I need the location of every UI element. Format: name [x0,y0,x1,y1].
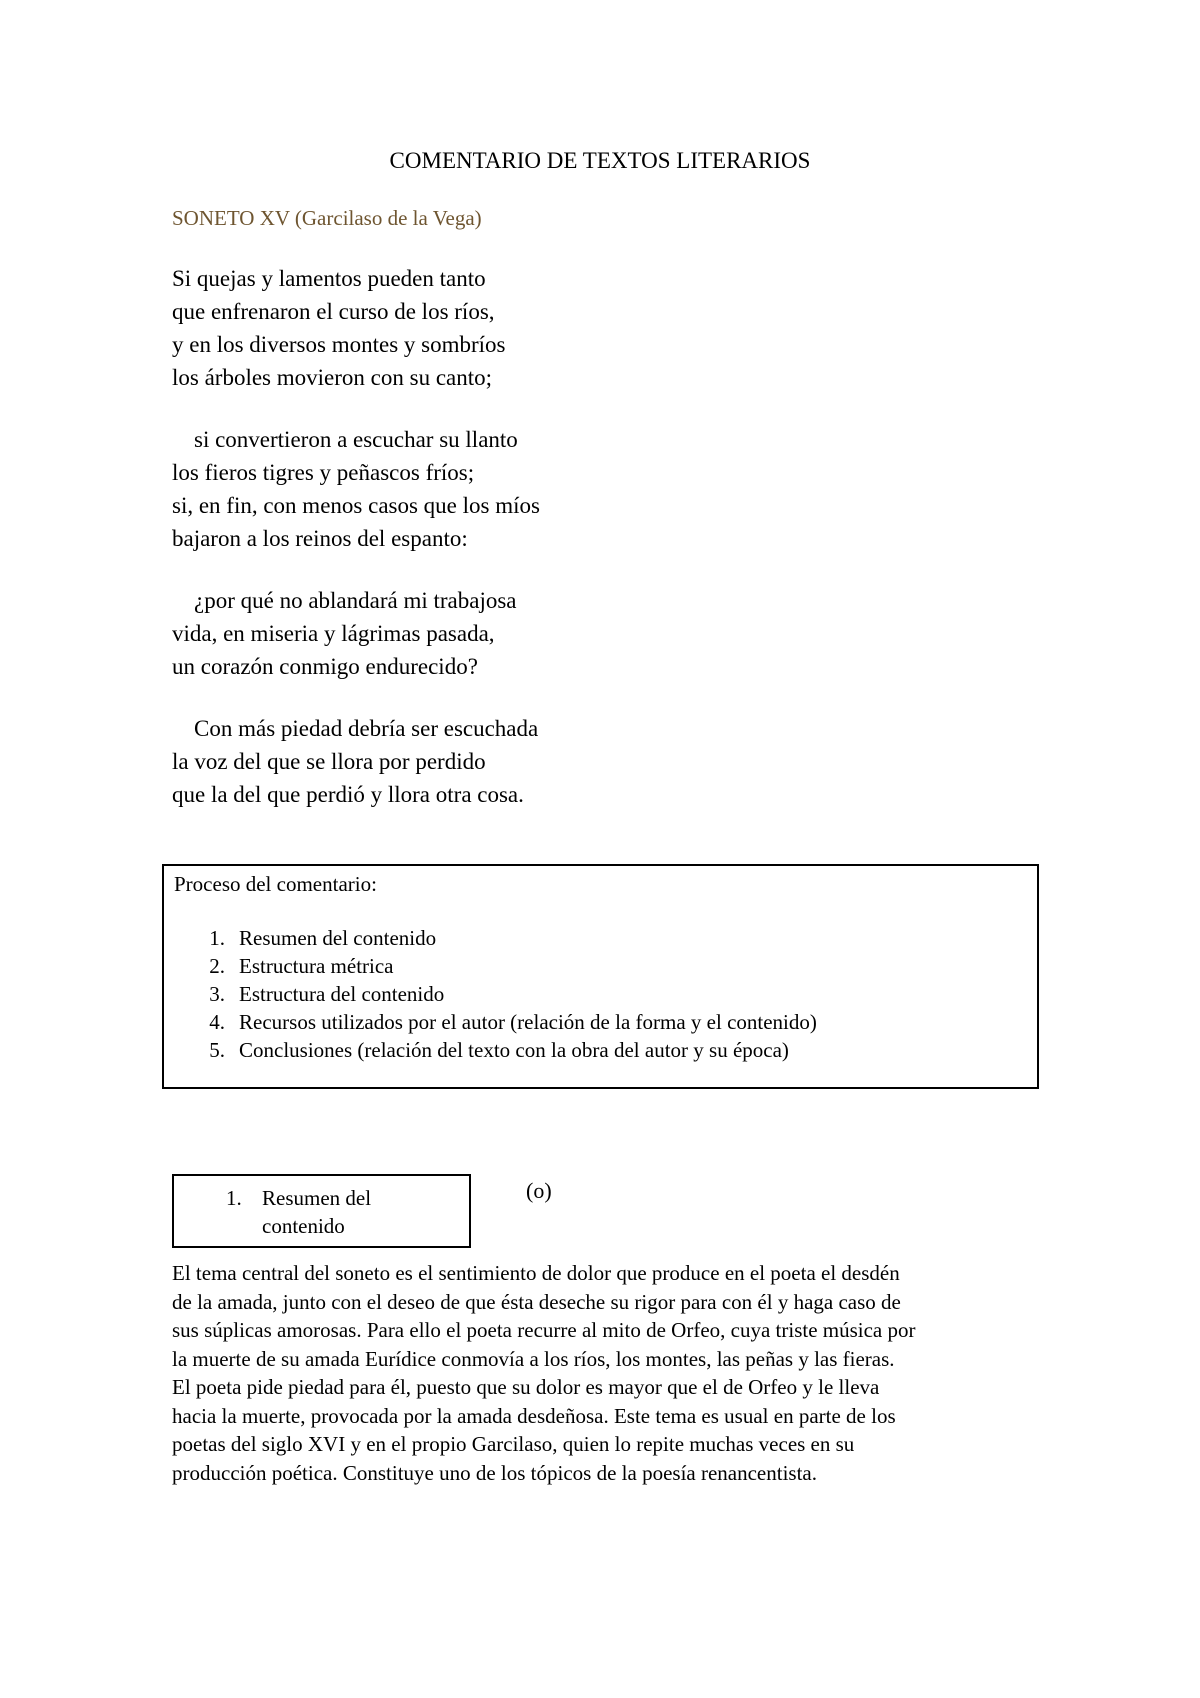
list-item-number: 1. [209,926,225,950]
list-item-text: Conclusiones (relación del texto con la obra del autor y su época) [239,1038,789,1062]
list-item-number: 2. [209,954,225,978]
section-heading-box [172,1174,471,1248]
section-number: 1. [226,1186,242,1210]
summary-line: poetas del siglo XVI y en el propio Garcilaso, quien lo repite muchas veces en su [172,1432,855,1456]
process-title: Proceso del comentario: [174,872,377,896]
verse: un corazón conmigo endurecido? [172,654,478,679]
list-item-number: 4. [209,1010,225,1034]
verse: vida, en miseria y lágrimas pasada, [172,621,495,646]
list-item-number: 5. [209,1038,225,1062]
verse: bajaron a los reinos del espanto: [172,526,468,551]
summary-line: la muerte de su amada Eurídice conmovía a los ríos, los montes, las peñas y las fieras. [172,1346,895,1371]
poem [172,262,540,840]
page-title: COMENTARIO DE TEXTOS LITERARIOS [389,148,811,173]
stanza-3 [172,584,540,683]
verse: que la del que perdió y llora otra cosa. [172,782,524,807]
list-item [174,1036,817,1064]
verse: Con más piedad debría ser escuchada [194,716,539,741]
summary-line: producción poética. Constituye uno de los tópicos de la poesía renancentista. [172,1460,817,1485]
process-box [162,864,1039,1089]
verse: Si quejas y lamentos pueden tanto [172,266,486,291]
stanza-2 [172,423,540,555]
verse: los fieros tigres y peñascos fríos; [172,460,475,485]
verse: los árboles movieron con su canto; [172,365,493,390]
section-marker: (o) [526,1178,552,1203]
process-list [174,924,817,1064]
list-item-text: Estructura métrica [239,954,394,978]
summary-line: El tema central del soneto es el sentimiento de dolor que produce en el poeta el desdén [172,1261,900,1285]
poem-heading: SONETO XV (Garcilaso de la Vega) [172,206,482,230]
list-item-text: Resumen del contenido [239,926,437,950]
verse: ¿por qué no ablandará mi trabajosa [194,588,517,613]
summary-line: El poeta pide piedad para él, puesto que su dolor es mayor que el de Orfeo y le lleva [172,1375,880,1399]
verse: y en los diversos montes y sombríos [172,332,506,357]
list-item-number: 3. [209,982,225,1006]
section-title: Resumen del contenido [262,1186,372,1238]
stanza-4 [172,712,540,811]
stanza-1 [172,262,540,394]
verse: que enfrenaron el curso de los ríos, [172,299,495,324]
verse: si, en fin, con menos casos que los míos [172,493,540,518]
list-item [174,1008,817,1036]
verse: la voz del que se llora por perdido [172,749,486,774]
list-item-text: Estructura del contenido [239,982,445,1006]
list-item [174,952,817,980]
verse: si convertieron a escuchar su llanto [194,427,518,452]
summary-line: de la amada, junto con el deseo de que ésta deseche su rigor para con él y haga caso de [172,1289,901,1314]
list-item [174,980,817,1008]
summary-line: sus súplicas amorosas. Para ello el poeta recurre al mito de Orfeo, cuya triste música por [172,1318,916,1342]
summary-paragraph [172,1259,1052,1487]
list-item [174,924,817,952]
list-item-text: Recursos utilizados por el autor (relación de la forma y el contenido) [239,1010,817,1034]
summary-line: hacia la muerte, provocada por la amada desdeñosa. Este tema es usual en parte de los [172,1403,896,1428]
